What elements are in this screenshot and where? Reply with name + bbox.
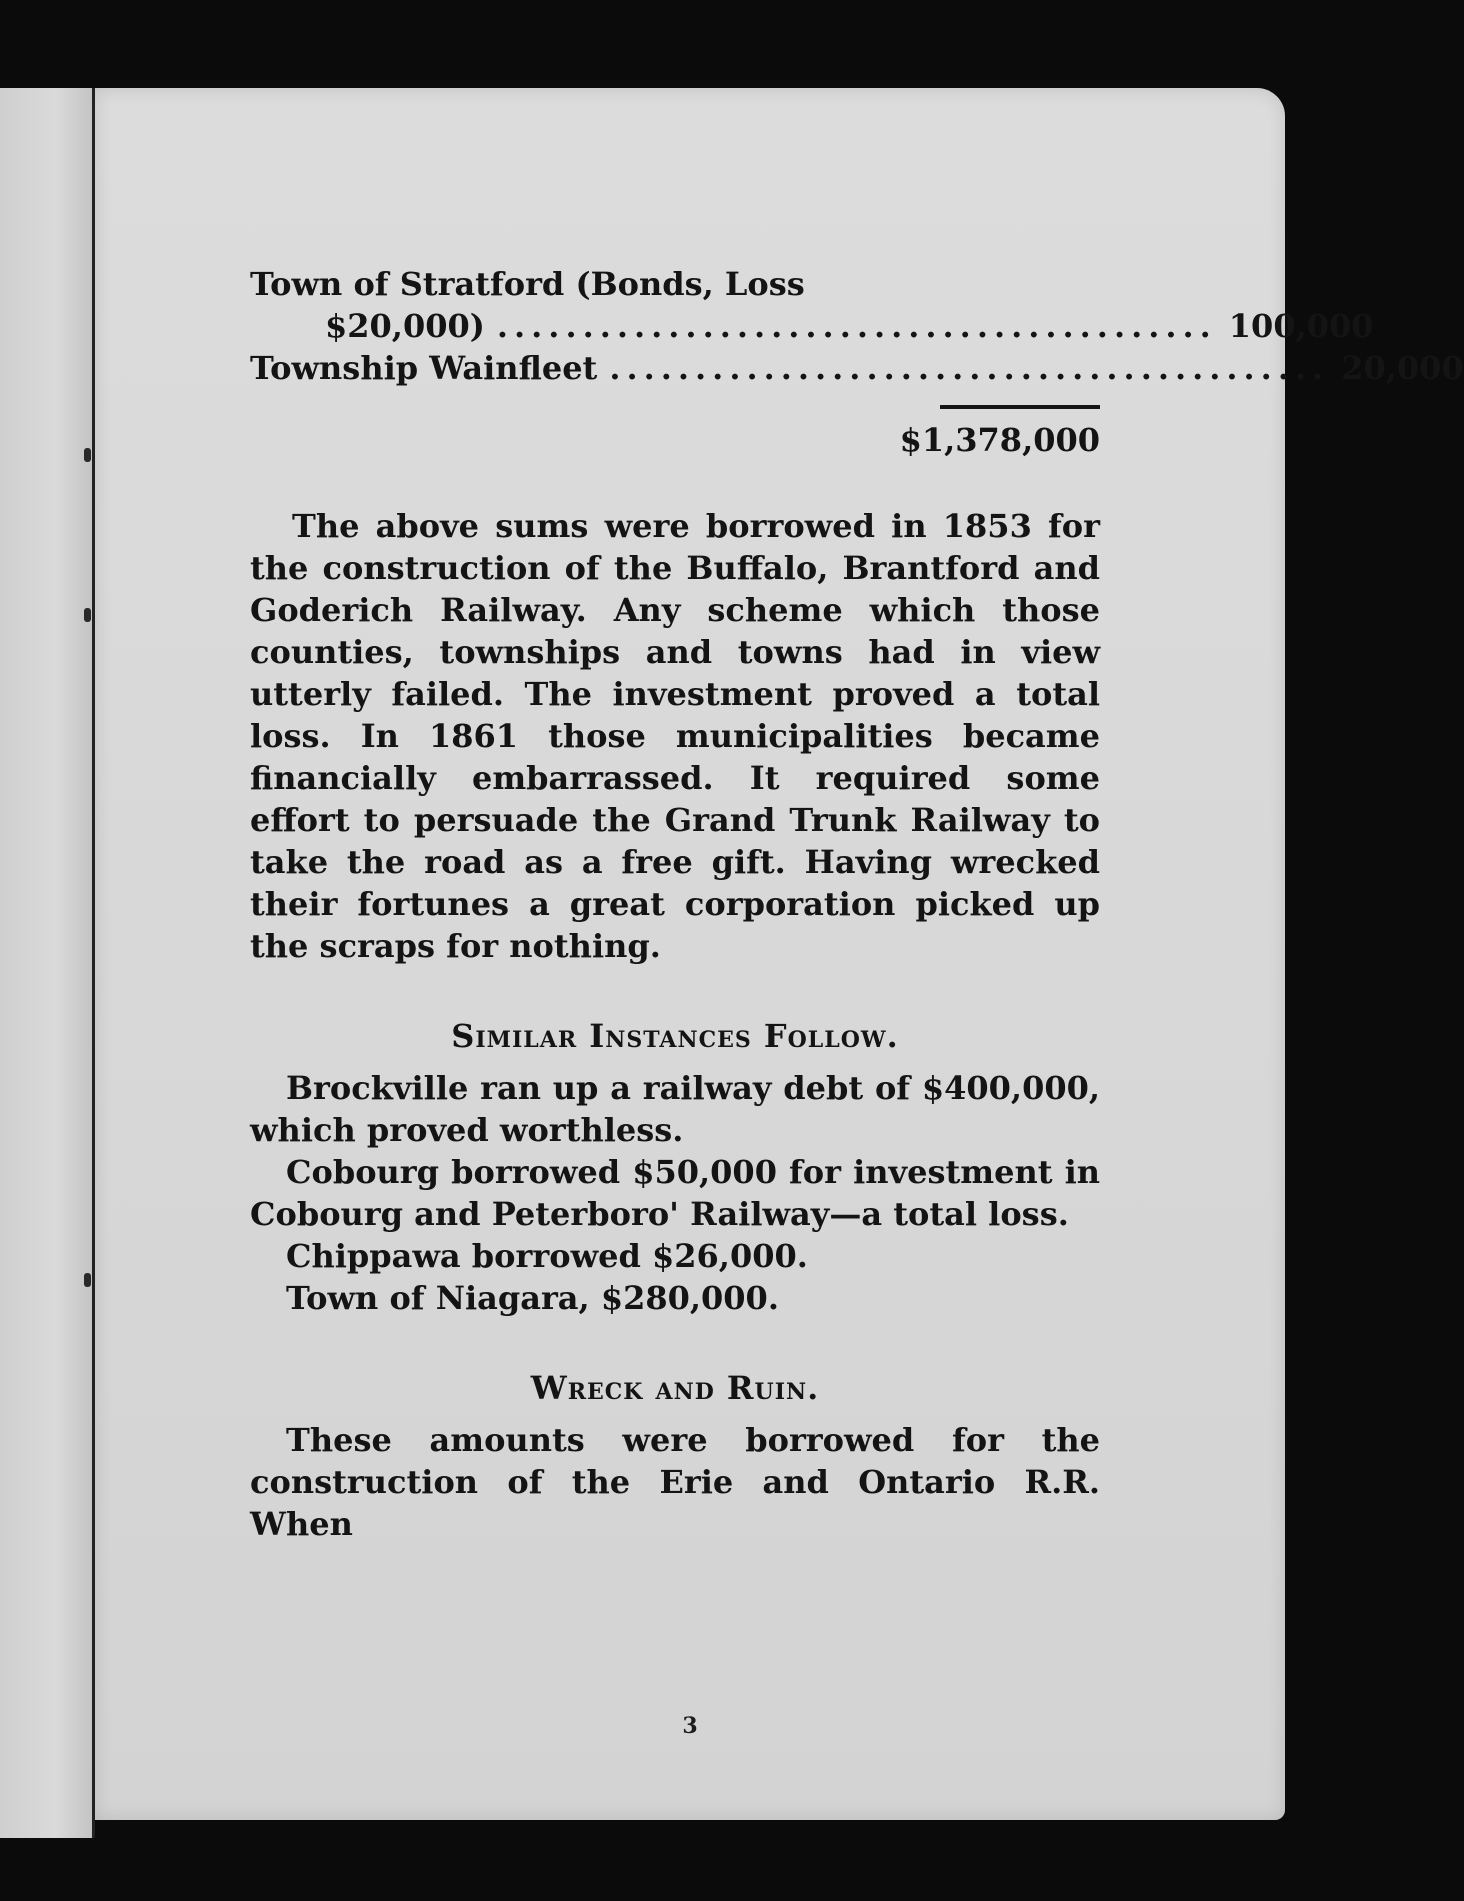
ledger-row [250,263,1100,305]
binding-mark [84,448,91,462]
instance-entry: Town of Niagara, $280,000. [286,1279,779,1317]
instance-entry: Cobourg borrowed $50,000 for investment in Cobourg and Peterboro' Railway—a total loss. [250,1153,1100,1233]
page-number: 3 [682,1713,698,1739]
section-heading: Wreck and Ruin. [530,1369,820,1407]
body-paragraph: The above sums were borrowed in 1853 for the construction of the Buffalo, Brantford and Goderich Railway. Any scheme which those counties, townships and towns had in view utterly failed. The investment proved a total loss. In 1861 those municipalities became financially embarrassed. It required some effort to persuade the Grand Trunk Railway to take the road as a free gift. Having wrecked their fortunes a great corporation picked up the scraps for nothing. [250,507,1100,965]
ledger-amount: 100,000 [1228,307,1374,345]
ledger-row [250,305,1374,347]
ledger-label: Town of Stratford (Bonds, Loss [250,265,805,303]
ledger-label: Township Wainfleet [250,349,598,387]
page-text [250,263,1464,1545]
binding-mark [84,608,91,622]
ledger-row [250,347,1464,389]
ledger-total: $1,378,000 [899,421,1100,459]
section-heading: Similar Instances Follow. [451,1017,899,1055]
leader-dots: .......................................... [496,307,1217,345]
instance-entry: Chippawa borrowed $26,000. [286,1237,808,1275]
document-page [95,88,1464,1820]
ledger-label: $20,000) [325,307,485,345]
adjacent-page-edge [0,88,95,1838]
body-paragraph: These amounts were borrowed for the construction of the Erie and Ontario R.R. When [250,1421,1100,1543]
instance-entry: Brockville ran up a railway debt of $400,000, which proved worthless. [250,1069,1100,1149]
ledger [250,263,1464,461]
binding-mark [84,1273,91,1287]
leader-dots: .......................................... [609,349,1330,387]
total-rule [940,405,1100,409]
ledger-amount: 20,000 [1341,349,1464,387]
